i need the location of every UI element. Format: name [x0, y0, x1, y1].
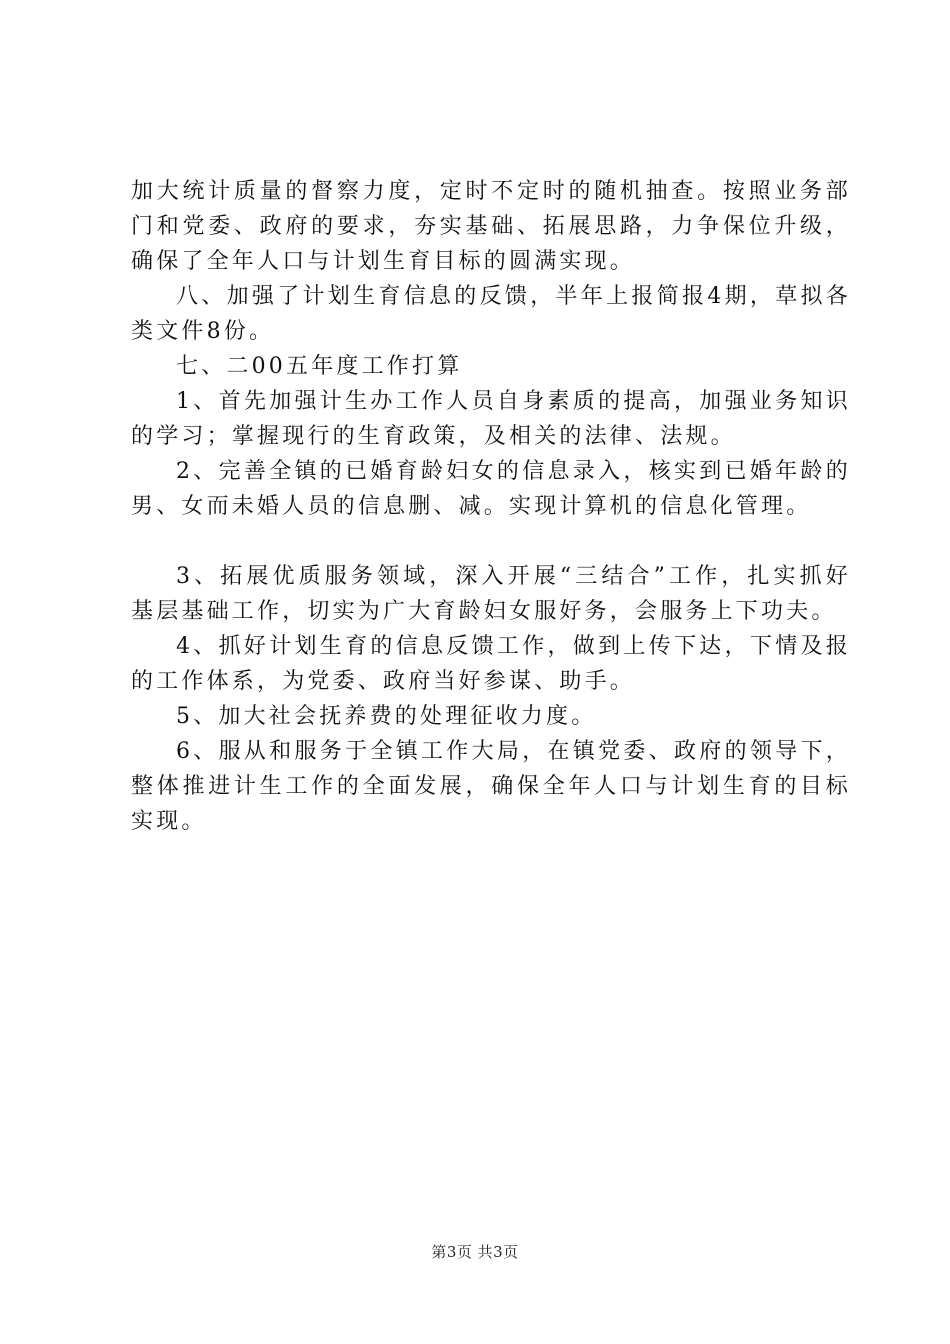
- paragraph-section-eight: 八、加强了计划生育信息的反馈，半年上报简报4期，草拟各类文件8份。: [131, 284, 851, 344]
- page-footer: 第3页 共3页: [431, 1243, 519, 1261]
- plan-item-3: 3、拓展优质服务领域，深入开展“三结合”工作，扎实抓好基层基础工作，切实为广大育龄妇女服好务，会服务上下功夫。: [131, 564, 851, 624]
- paragraph-quality-supervision: 加大统计质量的督察力度，定时不定时的随机抽查。按照业务部门和党委、政府的要求，夯实基础、拓展思路，力争保位升级，确保了全年人口与计划生育目标的圆满实现。: [131, 179, 851, 274]
- document-body: [131, 174, 851, 839]
- plan-item-4: 4、抓好计划生育的信息反馈工作，做到上传下达，下情及报的工作体系，为党委、政府当好参谋、助手。: [131, 634, 851, 694]
- plan-item-5: 5、加大社会抚养费的处理征收力度。: [176, 704, 597, 729]
- section-heading-2005-plan: 七、二00五年度工作打算: [176, 354, 463, 379]
- plan-item-1: 1、首先加强计生办工作人员自身素质的提高，加强业务知识的学习；掌握现行的生育政策，及相关的法律、法规。: [131, 389, 851, 449]
- plan-item-2: 2、完善全镇的已婚育龄妇女的信息录入，核实到已婚年龄的男、女而未婚人员的信息删、减。实现计算机的信息化管理。: [131, 459, 851, 519]
- plan-item-6: 6、服从和服务于全镇工作大局，在镇党委、政府的领导下，整体推进计生工作的全面发展，确保全年人口与计划生育的目标实现。: [131, 739, 851, 834]
